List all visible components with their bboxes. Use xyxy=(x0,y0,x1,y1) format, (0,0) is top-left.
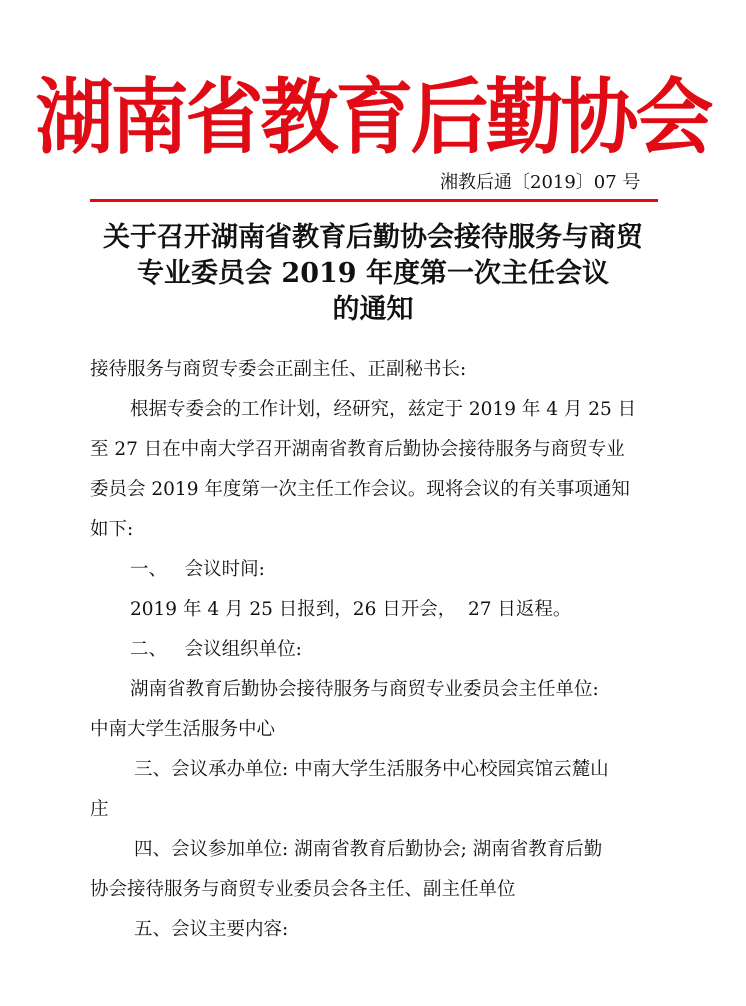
section-1-heading: 一、 会议时间: xyxy=(130,559,265,580)
section-3-text: 三、会议承办单位: 中南大学生活服务中心校园宾馆云麓山 xyxy=(134,759,609,780)
red-divider-line xyxy=(90,199,658,202)
section-3-text: 庄 xyxy=(90,799,109,820)
intro-line: 如下: xyxy=(90,519,134,540)
notice-title-line-2: 专业委员会 2019 年度第一次主任会议 xyxy=(137,258,609,289)
section-1-text: 2019 年 4 月 25 日报到，26 日开会， 27 日返程。 xyxy=(130,599,572,620)
section-2-text: 中南大学生活服务中心 xyxy=(90,719,276,740)
section-4-text: 四、会议参加单位: 湖南省教育后勤协会; 湖南省教育后勤 xyxy=(134,839,603,860)
section-2-heading: 二、 会议组织单位: xyxy=(130,639,302,660)
intro-line: 至 27 日在中南大学召开湖南省教育后勤协会接待服务与商贸专业 xyxy=(90,439,625,460)
notice-title-line-3: 的通知 xyxy=(332,294,414,325)
section-5-heading: 五、会议主要内容: xyxy=(134,919,289,940)
document-number: 湘教后通〔2019〕07 号 xyxy=(440,172,641,193)
section-4-text: 协会接待服务与商贸专业委员会各主任、副主任单位 xyxy=(90,879,516,900)
intro-line: 根据专委会的工作计划，经研究，兹定于 2019 年 4 月 25 日 xyxy=(130,399,637,420)
section-2-text: 湖南省教育后勤协会接待服务与商贸专业委员会主任单位: xyxy=(130,679,599,700)
masthead-org-name: 湖南省教育后勤协会 xyxy=(35,69,711,166)
intro-line: 委员会 2019 年度第一次主任工作会议。现将会议的有关事项通知 xyxy=(90,479,630,500)
salutation: 接待服务与商贸专委会正副主任、正副秘书长: xyxy=(90,359,467,380)
notice-title-line-1: 关于召开湖南省教育后勤协会接待服务与商贸 xyxy=(103,222,643,253)
